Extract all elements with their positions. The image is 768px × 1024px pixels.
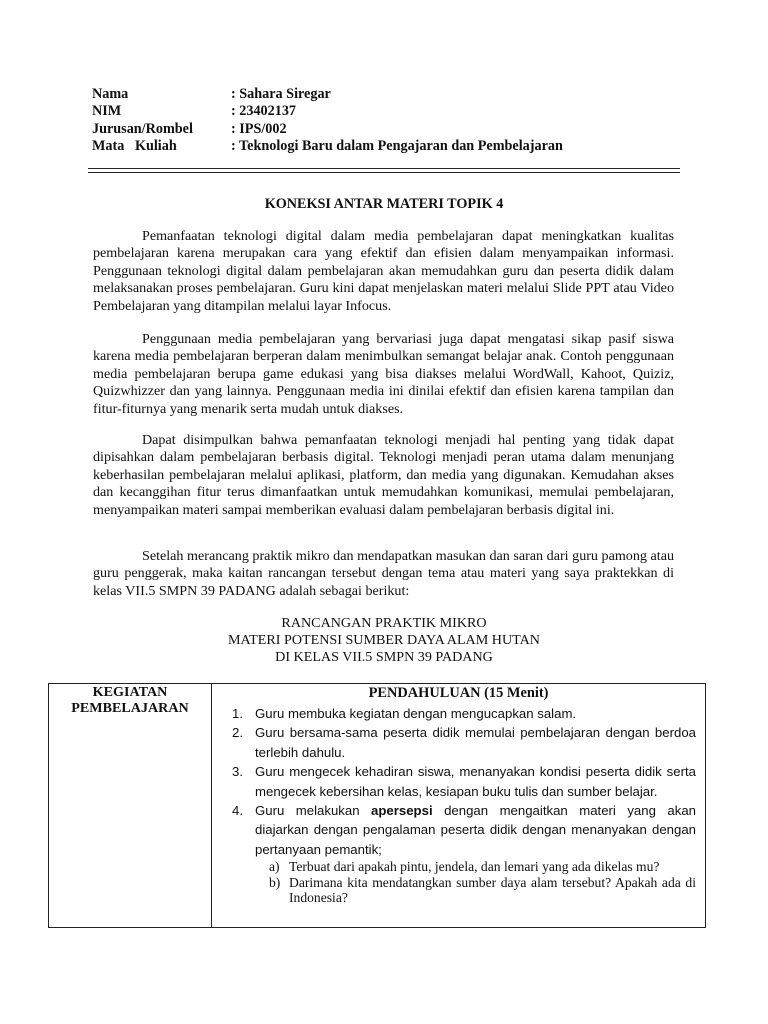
identity-label: Nama <box>92 86 129 102</box>
step-number: 4. <box>232 803 243 819</box>
activity-header-line: KEGIATAN <box>92 684 168 700</box>
header-divider-bottom <box>88 172 680 173</box>
paragraph: Penggunaan media pembelajaran yang bervariasi juga dapat mengatasi sikap pasif siswa karena media pembelajaran berperan dalam menimbulkan semangat belajar anak. Contoh penggunaan media pembelajaran berupa game edukasi yang bisa diakses melalui WordWall, Kahoot, Quiziz, Quizwhizzer dan yang lainnya. Penggunaan media ini dinilai efektif dan efisien karena tampilan dan fitur-fiturnya yang menarik serta mudah untuk diakses. <box>93 331 674 417</box>
sub-letter: a) <box>269 859 280 875</box>
step-number: 1. <box>232 706 243 721</box>
section-title: PENDAHULUAN (15 Menit) <box>368 685 549 701</box>
step-text: Guru bersama-sama peserta didik memulai pembelajaran dengan berdoa terlebih dahulu. <box>255 725 696 760</box>
lesson-plan-table <box>48 683 706 928</box>
document-title: KONEKSI ANTAR MATERI TOPIK 4 <box>264 196 504 212</box>
identity-row-course <box>92 138 563 155</box>
list-item <box>212 762 702 801</box>
step-text: Guru membuka kegiatan dengan mengucapkan salam. <box>255 706 577 721</box>
paragraph: Setelah merancang praktik mikro dan mendapatkan masukan dan saran dari guru pamong atau guru penggerak, maka kaitan rancangan tersebut dengan tema atau materi yang saya praktekkan di kelas VII.5 SMPN 39 PADANG adalah sebagai berikut: <box>93 548 674 599</box>
step-number: 2. <box>232 725 243 741</box>
identity-label: NIM <box>92 103 122 120</box>
step-list <box>212 704 702 906</box>
identity-value: : Teknologi Baru dalam Pengajaran dan Pembelajaran <box>231 138 563 155</box>
list-item <box>212 704 702 723</box>
list-item <box>255 875 696 906</box>
identity-row-name <box>92 86 563 103</box>
list-item <box>212 801 702 906</box>
identity-value: : 23402137 <box>231 103 297 120</box>
plan-heading-line: MATERI POTENSI SUMBER DAYA ALAM HUTAN <box>228 632 540 649</box>
identity-label: Mata Kuliah <box>92 138 177 155</box>
identity-value: : IPS/002 <box>231 120 287 137</box>
header-divider-top <box>88 168 680 169</box>
list-item <box>255 859 696 875</box>
identity-label: Jurusan/Rombel <box>92 120 193 137</box>
sub-question-text: Terbuat dari apakah pintu, jendela, dan lemari yang ada dikelas mu? <box>289 859 660 875</box>
step-number: 3. <box>232 764 243 780</box>
step-text: Guru mengecek kehadiran siswa, menanyakan kondisi peserta didik serta mengecek kebersihan kelas, kesiapan buku tulis dan sumber belajar. <box>255 764 696 799</box>
sub-question-list <box>255 859 696 906</box>
activity-column-header <box>49 684 212 927</box>
paragraph: Dapat disimpulkan bahwa pemanfaatan teknologi menjadi hal penting yang tidak dapat dipisahkan dalam pembelajaran berbasis digital. Teknologi menjadi peran utama dalam menunjang keberhasilan pembelajaran melalui aplikasi, platform, dan media yang digunakan. Kemudahan akses dan kecanggihan fitur terus dimanfaatkan untuk memudahkan komunikasi, memulai pembelajaran, menyampaikan materi sampai memberikan evaluasi dalam pembelajaran berbasis digital ini. <box>93 432 674 518</box>
identity-value: : Sahara Siregar <box>231 86 331 102</box>
activity-content-cell <box>212 684 705 927</box>
paragraph: Pemanfaatan teknologi digital dalam media pembelajaran dapat meningkatkan kualitas pembelajaran karena merupakan cara yang efektif dan efisien dalam menyampaikan informasi. Penggunaan teknologi digital dalam pembelajaran akan memudahkan guru dan peserta didik dalam melaksanakan proses pembelajaran. Guru kini dapat menjelaskan materi melalui Slide PPT atau Video Pembelajaran yang ditampilan melalui layar Infocus. <box>93 228 674 314</box>
list-item <box>212 723 702 762</box>
keyword-apersepsi: apersepsi <box>371 803 433 819</box>
plan-heading <box>0 615 768 667</box>
student-identity <box>92 86 563 156</box>
sub-question-text: Darimana kita mendatangkan sumber daya alam tersebut? Apakah ada di Indonesia? <box>289 874 696 906</box>
identity-row-major <box>92 121 563 138</box>
identity-row-nim <box>92 103 563 120</box>
activity-header-line: PEMBELAJARAN <box>71 700 189 716</box>
plan-heading-line: RANCANGAN PRAKTIK MIKRO <box>281 615 487 631</box>
sub-letter: b) <box>269 874 281 890</box>
plan-heading-line: DI KELAS VII.5 SMPN 39 PADANG <box>275 649 493 666</box>
step-text-after: dengan mengaitkan materi yang akan diajarkan dengan pengalaman peserta didik dengan menanyakan dengan pertanyaan pemantik; <box>255 803 696 857</box>
step-text-before: Guru melakukan <box>255 803 372 819</box>
